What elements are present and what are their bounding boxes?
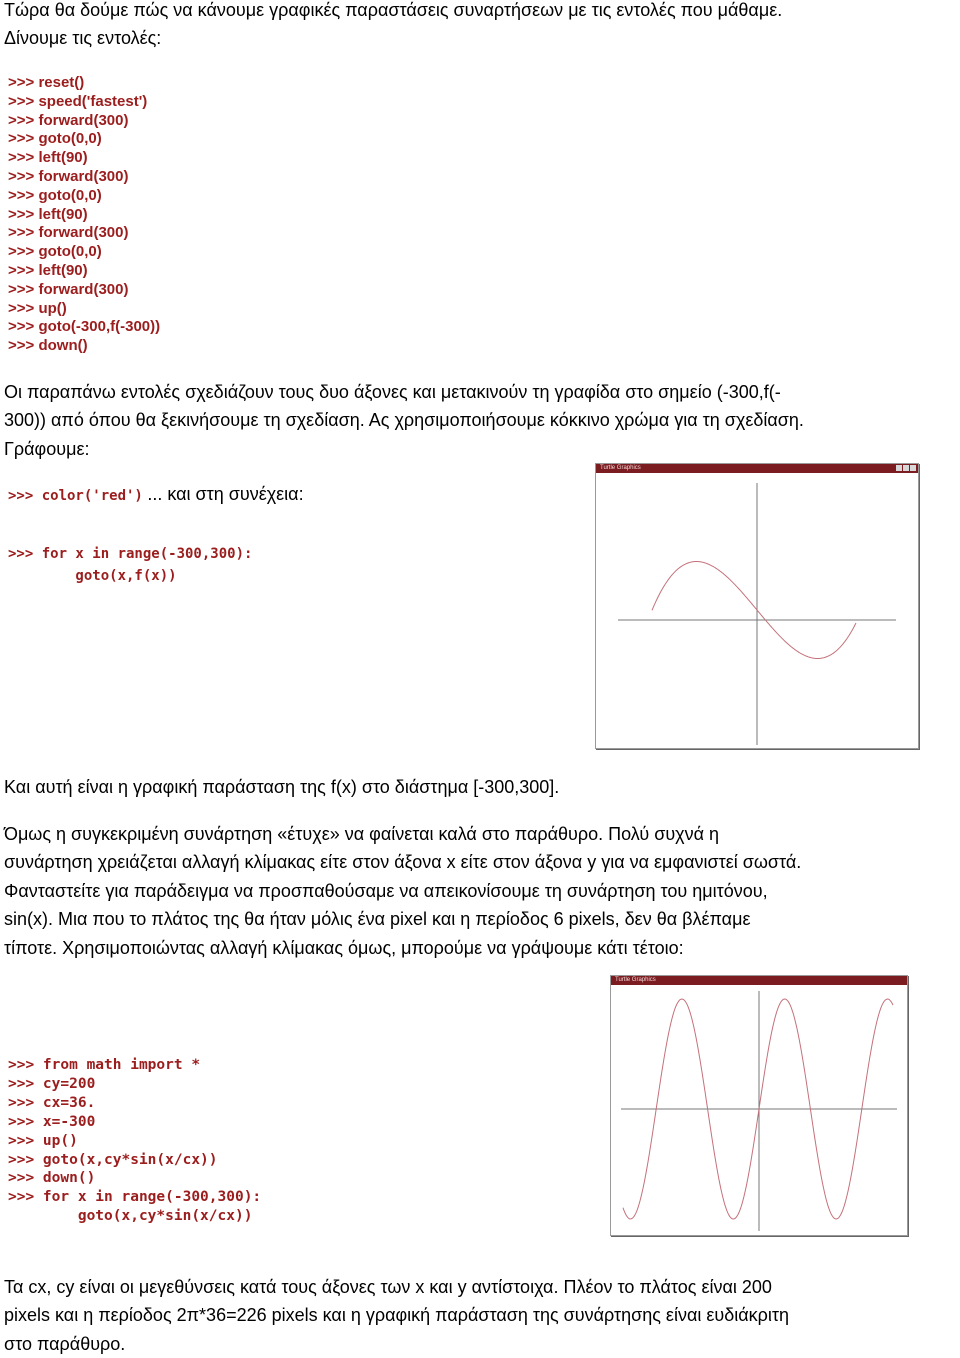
minimize-icon[interactable] bbox=[896, 465, 902, 471]
code-line: >>> down() bbox=[8, 1170, 96, 1187]
intro-line-2: Δίνουμε τις εντολές: bbox=[4, 28, 162, 48]
color-command: >>> color('red') bbox=[8, 488, 143, 504]
window-titlebar bbox=[611, 976, 907, 985]
code-line: >>> goto(0,0) bbox=[8, 186, 102, 204]
code-line: goto(x,f(x)) bbox=[8, 568, 177, 584]
paragraph-3-line-1: Τα cx, cy είναι οι μεγεθύνσεις κατά τους άξονες των x και y αντίστοιχα. Πλέον το πλάτος είναι 200 bbox=[4, 1277, 772, 1297]
code-line: >>> left(90) bbox=[8, 261, 88, 279]
code-line: >>> reset() bbox=[8, 74, 85, 91]
code-block-setup bbox=[8, 74, 160, 356]
color-command-after: ... και στη συνέχεια: bbox=[147, 484, 304, 504]
code-line: >>> up() bbox=[8, 1132, 78, 1149]
color-command-line bbox=[8, 484, 304, 506]
code-line: >>> goto(x,cy*sin(x/cx)) bbox=[8, 1151, 218, 1168]
code-line: >>> left(90) bbox=[8, 149, 88, 167]
plot-canvas bbox=[611, 985, 907, 1235]
paragraph-3-line-2: pixels και η περίοδος 2π*36=226 pixels και η γραφική παράσταση της συνάρτησης είναι ευδιάκριτη bbox=[4, 1305, 790, 1325]
paragraph-2-line-1: Όμως η συγκεκριμένη συνάρτηση «έτυχε» να φαίνεται καλά στο παράθυρο. Πολύ συχνά η bbox=[4, 824, 720, 844]
paragraph-3-line-3: στο παράθυρο. bbox=[4, 1334, 126, 1354]
code-line: >>> forward(300) bbox=[8, 111, 129, 129]
code-line: >>> goto(-300,f(-300)) bbox=[8, 318, 161, 336]
code-line: >>> goto(0,0) bbox=[8, 130, 102, 148]
code-block-sine bbox=[8, 1056, 261, 1226]
paragraph-1-line-1: Οι παραπάνω εντολές σχεδιάζουν τους δυο άξονες και μετακινούν τη γραφίδα στο σημείο (-300,f(- bbox=[4, 382, 781, 402]
code-line: >>> cx=36. bbox=[8, 1094, 96, 1111]
function-curve bbox=[652, 562, 856, 659]
code-block-loop-f bbox=[8, 543, 252, 587]
code-line: >>> forward(300) bbox=[8, 280, 129, 298]
close-icon[interactable] bbox=[910, 465, 916, 471]
plot-canvas bbox=[596, 473, 918, 748]
code-line: >>> goto(0,0) bbox=[8, 243, 102, 261]
paragraph-2-line-3: Φανταστείτε για παράδειγμα να προσπαθούσαμε να απεικονίσουμε τη συνάρτηση του ημιτόνου, bbox=[4, 881, 768, 901]
code-line: >>> cy=200 bbox=[8, 1075, 96, 1092]
code-line: >>> left(90) bbox=[8, 205, 88, 223]
turtle-window-sine bbox=[610, 975, 908, 1236]
paragraph-1-line-2: 300)) από όπου θα ξεκινήσουμε τη σχεδίαση. Ας χρησιμοποιήσουμε κόκκινο χρώμα για τη σχεδίαση. bbox=[4, 410, 804, 430]
code-line: goto(x,cy*sin(x/cx)) bbox=[8, 1208, 253, 1225]
paragraph-1-line-3: Γράφουμε: bbox=[4, 439, 90, 459]
maximize-icon[interactable] bbox=[903, 465, 909, 471]
code-line: >>> forward(300) bbox=[8, 224, 129, 242]
code-line: >>> for x in range(-300,300): bbox=[8, 546, 253, 562]
intro-line-1: Τώρα θα δούμε πώς να κάνουμε γραφικές παραστάσεις συναρτήσεων με τις εντολές που μάθαμε. bbox=[4, 0, 783, 20]
caption-1: Και αυτή είναι η γραφική παράσταση της f(x) στο διάστημα [-300,300]. bbox=[4, 777, 560, 797]
code-line: >>> x=-300 bbox=[8, 1113, 96, 1130]
code-line: >>> forward(300) bbox=[8, 167, 129, 185]
window-titlebar bbox=[596, 464, 918, 473]
code-line: >>> for x in range(-300,300): bbox=[8, 1189, 262, 1206]
code-line: >>> up() bbox=[8, 299, 67, 317]
paragraph-2-line-4: sin(x). Μια που το πλάτος της θα ήταν μόλις ένα pixel και η περίοδος 6 pixels, δεν θα βλέπαμε bbox=[4, 909, 751, 929]
paragraph-2-line-2: συνάρτηση χρειάζεται αλλαγή κλίμακας είτε στον άξονα x είτε στον άξονα y για να εμφανιστεί σωστά. bbox=[4, 852, 802, 872]
code-line: >>> down() bbox=[8, 337, 88, 355]
paragraph-2-line-5: τίποτε. Χρησιμοποιώντας αλλαγή κλίμακας όμως, μπορούμε να γράψουμε κάτι τέτοιο: bbox=[4, 938, 684, 958]
window-title: Turtle Graphics bbox=[600, 465, 641, 471]
window-title: Turtle Graphics bbox=[615, 977, 656, 983]
turtle-window-cubic bbox=[595, 463, 919, 749]
window-controls bbox=[896, 465, 916, 471]
code-line: >>> from math import * bbox=[8, 1057, 201, 1073]
code-line: >>> speed('fastest') bbox=[8, 92, 148, 110]
